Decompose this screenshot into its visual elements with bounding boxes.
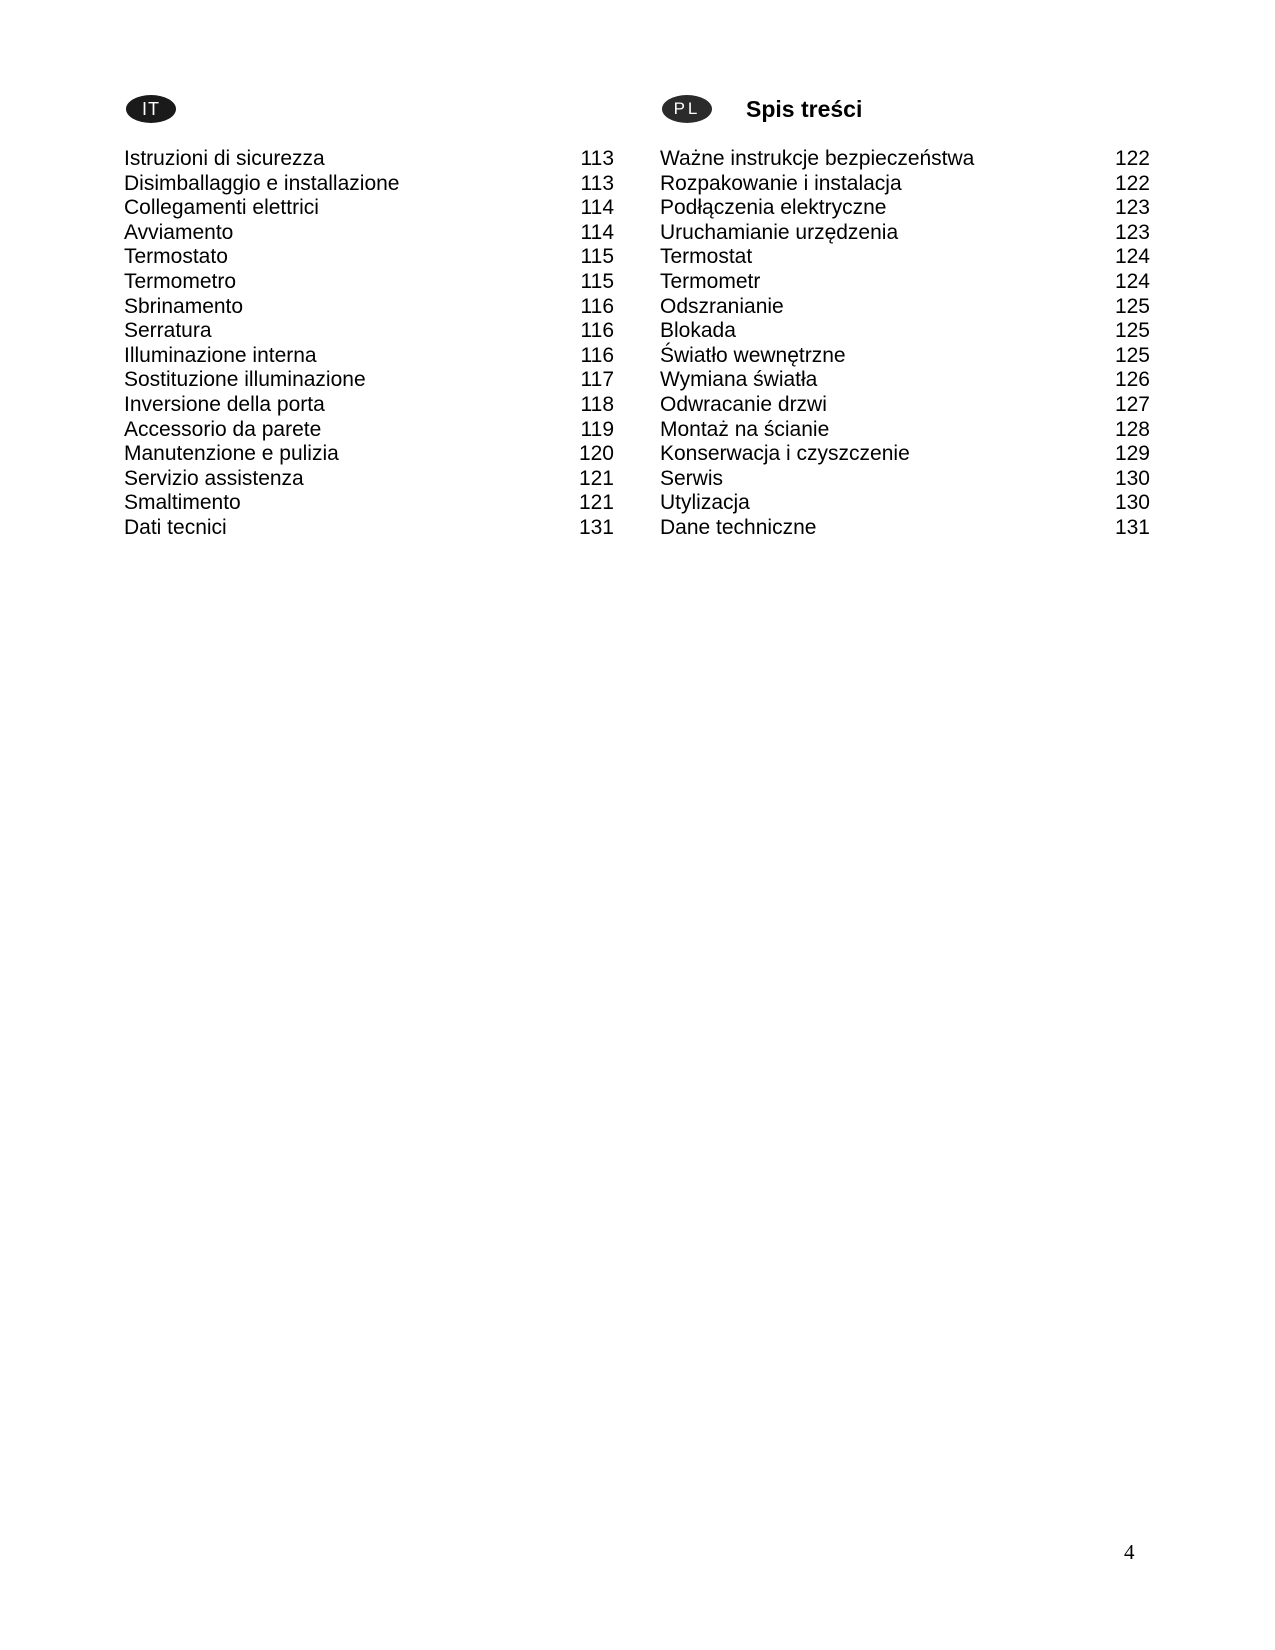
toc-entry (124, 172, 614, 197)
toc-entry-title: Odwracanie drzwi (660, 392, 827, 416)
toc-entry-page: 115 (580, 245, 614, 269)
toc-entry (660, 418, 1150, 443)
toc-entry (124, 147, 614, 172)
toc-entry-title: Utylizacja (660, 491, 750, 515)
toc-entry-title: Illuminazione interna (124, 343, 317, 367)
toc-entry-page: 119 (580, 417, 614, 441)
toc-entry-title: Serwis (660, 466, 724, 490)
toc-entry-page: 117 (580, 368, 614, 392)
toc-entry-title: Blokada (660, 319, 736, 343)
toc-entry-page: 115 (580, 269, 614, 293)
toc-entry (124, 344, 614, 369)
toc-italian-list (124, 147, 614, 541)
toc-entry-title: Manutenzione e pulizia (124, 442, 339, 466)
toc-entry-page: 123 (1114, 220, 1150, 244)
toc-entry (124, 221, 614, 246)
toc-entry-page: 116 (580, 294, 614, 318)
toc-entry-page: 124 (1114, 269, 1150, 293)
toc-entry (124, 270, 614, 295)
toc-entry-title: Rozpakowanie i instalacja (660, 171, 902, 195)
toc-entry-title: Disimballaggio e installazione (124, 171, 400, 195)
toc-entry-title: Termostato (124, 245, 228, 269)
toc-entry-page: 127 (1114, 392, 1150, 416)
toc-entry (660, 442, 1150, 467)
toc-title: Spis treści (746, 96, 863, 122)
language-badge-pl: PL (662, 95, 712, 123)
toc-entry-page: 124 (1114, 245, 1150, 269)
toc-entry-page: 113 (580, 147, 614, 170)
toc-entry-title: Dane techniczne (660, 515, 817, 539)
toc-entry (124, 245, 614, 270)
toc-entry (124, 368, 614, 393)
toc-entry-page: 125 (1114, 294, 1150, 318)
toc-entry-title: Termostat (660, 245, 753, 269)
toc-entry (660, 245, 1150, 270)
toc-entry-page: 114 (580, 196, 614, 220)
toc-entry-title: Podłączenia elektryczne (660, 196, 887, 220)
toc-entry-page: 128 (1114, 417, 1150, 441)
toc-entry (660, 368, 1150, 393)
toc-entry (660, 295, 1150, 320)
toc-entry-page: 121 (578, 491, 614, 515)
toc-entry (124, 442, 614, 467)
toc-entry (124, 393, 614, 418)
toc-entry-title: Sbrinamento (124, 294, 244, 318)
toc-entry-title: Collegamenti elettrici (124, 196, 319, 220)
toc-entry (124, 319, 614, 344)
toc-entry-page: 118 (580, 392, 614, 416)
toc-entry-page: 116 (580, 319, 614, 343)
toc-entry (660, 467, 1150, 492)
toc-entry (124, 491, 614, 516)
toc-entry-title: Serratura (124, 319, 212, 343)
toc-entry-page: 131 (578, 515, 614, 539)
toc-italian-header (124, 95, 614, 129)
toc-entry (660, 196, 1150, 221)
toc-entry-page: 126 (1114, 368, 1150, 392)
toc-entry-page: 114 (580, 220, 614, 244)
toc-entry-title: Termometr (660, 269, 761, 293)
toc-italian (124, 95, 614, 541)
toc-entry (660, 147, 1150, 172)
toc-entry (124, 418, 614, 443)
toc-entry (660, 393, 1150, 418)
toc-polish (660, 95, 1150, 541)
toc-entry-title: Wymiana światła (660, 368, 818, 392)
toc-polish-list (660, 147, 1150, 541)
toc-entry-page: 131 (1114, 515, 1150, 539)
toc-polish-header (660, 95, 1150, 129)
toc-entry-title: Odszranianie (660, 294, 784, 318)
toc-entry-title: Światło wewnętrzne (660, 343, 846, 367)
page-number: 4 (1124, 1540, 1135, 1564)
toc-entry (660, 344, 1150, 369)
toc-entry-title: Avviamento (124, 220, 234, 244)
toc-entry-title: Accessorio da parete (124, 417, 322, 441)
toc-entry (660, 221, 1150, 246)
toc-entry-page: 121 (578, 466, 614, 490)
toc-entry (660, 172, 1150, 197)
toc-entry-title: Ważne instrukcje bezpieczeństwa (660, 147, 975, 170)
toc-entry-title: Termometro (124, 269, 237, 293)
toc-entry-page: 130 (1114, 491, 1150, 515)
language-badge-it: IT (126, 95, 176, 123)
toc-entry-page: 122 (1114, 147, 1150, 170)
toc-entry-title: Uruchamianie urzędzenia (660, 220, 899, 244)
toc-entry-title: Montaż na ścianie (660, 417, 830, 441)
toc-entry-title: Inversione della porta (124, 392, 325, 416)
toc-entry-title: Sostituzione illuminazione (124, 368, 366, 392)
toc-entry-title: Smaltimento (124, 491, 241, 515)
toc-entry (660, 319, 1150, 344)
toc-entry-page: 130 (1114, 466, 1150, 490)
toc-entry-page: 122 (1114, 171, 1150, 195)
toc-entry-title: Konserwacja i czyszczenie (660, 442, 910, 466)
toc-entry (124, 295, 614, 320)
toc-entry-title: Istruzioni di sicurezza (124, 147, 325, 170)
toc-entry-title: Servizio assistenza (124, 466, 304, 490)
toc-entry-page: 125 (1114, 319, 1150, 343)
toc-entry-page: 113 (580, 171, 614, 195)
toc-entry (660, 270, 1150, 295)
toc-entry (124, 196, 614, 221)
toc-entry (124, 516, 614, 541)
toc-entry-title: Dati tecnici (124, 515, 227, 539)
toc-entry-page: 120 (578, 442, 614, 466)
toc-entry (660, 491, 1150, 516)
toc-entry-page: 123 (1114, 196, 1150, 220)
toc-entry (124, 467, 614, 492)
toc-entry-page: 125 (1114, 343, 1150, 367)
toc-entry-page: 129 (1114, 442, 1150, 466)
toc-entry (660, 516, 1150, 541)
toc-entry-page: 116 (580, 343, 614, 367)
